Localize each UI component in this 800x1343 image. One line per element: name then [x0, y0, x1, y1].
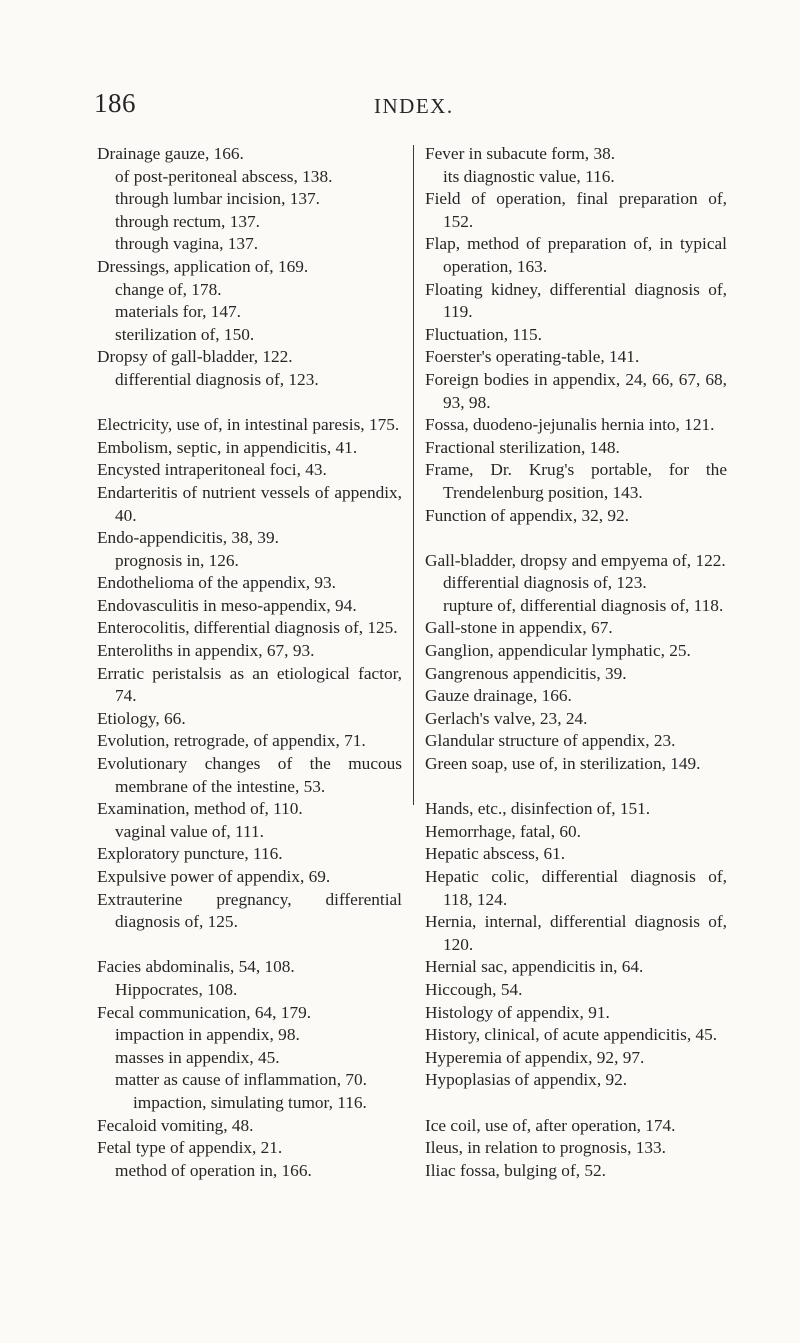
index-entry: Hernial sac, appendicitis in, 64.: [425, 957, 644, 977]
page-number: 186: [94, 88, 136, 118]
index-entry: Histology of appendix, 91.: [425, 1002, 610, 1022]
index-entry: Hypoplasias of appendix, 92.: [425, 1070, 628, 1090]
column-divider: [413, 145, 414, 805]
index-entry: Ileus, in relation to prognosis, 133.: [425, 1138, 666, 1158]
index-entry: matter as cause of inflammation, 70.: [115, 1070, 367, 1090]
index-entry: Fluctuation, 115.: [425, 324, 542, 344]
index-entry: Electricity, use of, in intestinal paresis, 175.: [97, 415, 400, 435]
index-entry: Field of operation, final preparation of, 152.: [425, 189, 727, 231]
index-entry: Foerster's operating-table, 141.: [425, 347, 640, 367]
index-entry: rupture of, differential diagnosis of, 118.: [443, 595, 724, 615]
index-entry: Evolution, retrograde, of appendix, 71.: [97, 731, 366, 751]
index-column-left: [97, 143, 402, 1182]
index-entry: Embolism, septic, in appendicitis, 41.: [97, 437, 358, 457]
index-entry: Endothelioma of the appendix, 93.: [97, 573, 337, 593]
index-entry: Enterocolitis, differential diagnosis of, 125.: [97, 618, 398, 638]
index-entry: through rectum, 137.: [115, 211, 260, 231]
index-entry: differential diagnosis of, 123.: [443, 573, 647, 593]
index-entry: Frame, Dr. Krug's portable, for the Trendelenburg position, 143.: [425, 460, 727, 502]
index-entry: Evolutionary changes of the mucous membrane of the intestine, 53.: [97, 754, 402, 796]
page-title: INDEX.: [374, 94, 454, 118]
index-entry: Ganglion, appendicular lymphatic, 25.: [425, 641, 691, 661]
index-entry: Hepatic abscess, 61.: [425, 844, 566, 864]
index-entry: impaction in appendix, 98.: [115, 1025, 300, 1045]
index-entry: History, clinical, of acute appendicitis, 45.: [425, 1025, 718, 1045]
index-entry: its diagnostic value, 116.: [443, 166, 615, 186]
index-entry: Hemorrhage, fatal, 60.: [425, 821, 581, 841]
index-entry: Iliac fossa, bulging of, 52.: [425, 1160, 606, 1180]
index-entry: Hernia, internal, differential diagnosis of, 120.: [425, 912, 727, 954]
index-entry: masses in appendix, 45.: [115, 1047, 280, 1067]
index-entry: Examination, method of, 110.: [97, 799, 303, 819]
index-entry: Foreign bodies in appendix, 24, 66, 67, 68, 93, 98.: [425, 369, 727, 412]
index-entry: Hippocrates, 108.: [115, 979, 238, 999]
index-entry: impaction, simulating tumor, 116.: [133, 1092, 367, 1112]
index-entry: materials for, 147.: [115, 302, 241, 322]
index-entry: Fecaloid vomiting, 48.: [97, 1115, 254, 1135]
index-entry: Extrauterine pregnancy, differential diagnosis of, 125.: [97, 889, 402, 932]
index-entry: Enteroliths in appendix, 67, 93.: [97, 641, 315, 661]
index-entry: Glandular structure of appendix, 23.: [425, 731, 676, 751]
index-entry: Etiology, 66.: [97, 708, 186, 728]
index-entry: Endovasculitis in meso-appendix, 94.: [97, 595, 357, 615]
index-entry: Expulsive power of appendix, 69.: [97, 867, 331, 886]
index-entry: Gangrenous appendicitis, 39.: [425, 663, 627, 683]
index-entry: Gauze drainage, 166.: [425, 686, 572, 706]
index-entry: Gall-stone in appendix, 67.: [425, 618, 613, 638]
index-entry: through lumbar incision, 137.: [115, 189, 320, 209]
index-entry: Hiccough, 54.: [425, 979, 523, 999]
page-header: [0, 88, 800, 128]
index-entry: Fecal communication, 64, 179.: [97, 1002, 312, 1022]
index-entry: through vagina, 137.: [115, 234, 259, 254]
index-entry: Facies abdominalis, 54, 108.: [97, 957, 295, 977]
index-entry: Fetal type of appendix, 21.: [97, 1138, 283, 1158]
index-entry: Hyperemia of appendix, 92, 97.: [425, 1047, 645, 1067]
index-entry: prognosis in, 126.: [115, 550, 239, 570]
index-entry: Drainage gauze, 166.: [97, 144, 244, 163]
index-entry: change of, 178.: [115, 279, 222, 299]
index-entry: differential diagnosis of, 123.: [115, 369, 319, 389]
index-entry: method of operation in, 166.: [115, 1160, 312, 1180]
index-entry: Endo-appendicitis, 38, 39.: [97, 528, 279, 548]
index-entry: Flap, method of preparation of, in typical operation, 163.: [425, 234, 727, 276]
index-entry: Hands, etc., disinfection of, 151.: [425, 799, 651, 819]
index-entry: Green soap, use of, in sterilization, 149.: [425, 754, 701, 774]
index-entry: Exploratory puncture, 116.: [97, 844, 283, 864]
index-entry: sterilization of, 150.: [115, 324, 255, 344]
index-entry: Dressings, application of, 169.: [97, 256, 309, 276]
index-entry: Fossa, duodeno-jejunalis hernia into, 121.: [425, 415, 715, 435]
index-entry: Endarteritis of nutrient vessels of appendix, 40.: [97, 482, 402, 525]
index-entry: Encysted intraperitoneal foci, 43.: [97, 460, 327, 480]
index-entry: Gall-bladder, dropsy and empyema of, 122.: [425, 550, 726, 570]
index-entry: Ice coil, use of, after operation, 174.: [425, 1115, 676, 1135]
index-entry: Gerlach's valve, 23, 24.: [425, 708, 588, 728]
index-entry: Erratic peristalsis as an etiological factor, 74.: [97, 663, 402, 706]
index-entry: Fever in subacute form, 38.: [425, 144, 616, 163]
index-entry: vaginal value of, 111.: [115, 821, 264, 841]
index-entry: Floating kidney, differential diagnosis of, 119.: [425, 279, 727, 322]
index-entry: of post-peritoneal abscess, 138.: [115, 166, 333, 186]
index-column-right: [425, 143, 727, 1182]
index-entry: Hepatic colic, differential diagnosis of, 118, 124.: [425, 867, 727, 909]
index-entry: Fractional sterilization, 148.: [425, 437, 620, 457]
index-entry: Function of appendix, 32, 92.: [425, 505, 629, 525]
index-entry: Dropsy of gall-bladder, 122.: [97, 347, 293, 367]
